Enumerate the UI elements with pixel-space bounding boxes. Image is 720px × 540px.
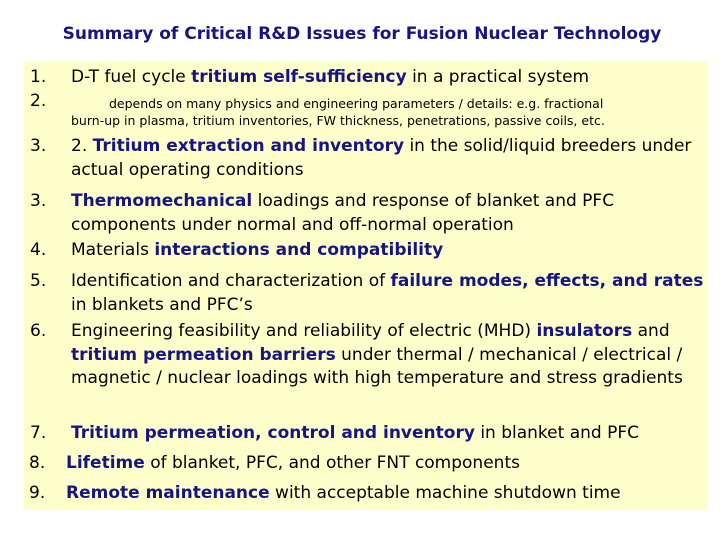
highlight: Remote maintenance — [66, 483, 270, 503]
highlight: Tritium permeation, control and inventory — [71, 423, 475, 443]
slide-title: Summary of Critical R&D Issues for Fusion Nuclear Technology — [62, 24, 662, 44]
highlight: tritium self-sufficiency — [191, 67, 407, 87]
item-text: Remote maintenance with acceptable machine shutdown time — [66, 483, 621, 503]
highlight: insulators — [536, 321, 633, 341]
item-number: 9. — [29, 483, 46, 503]
item-number: 3. — [30, 136, 47, 156]
item-number: 5. — [30, 271, 47, 291]
highlight: failure modes, effects, and rates — [390, 271, 704, 291]
item-text: Tritium permeation, control and inventory in blanket and PFC — [71, 423, 639, 443]
item-text: D-T fuel cycle tritium self-sufficiency in a practical system — [71, 67, 590, 87]
item-text: Identification and characterization of failure modes, effects, and rates in blankets and PFC’s — [71, 271, 704, 315]
item-text: Lifetime of blanket, PFC, and other FNT components — [66, 453, 520, 473]
item-text: Materials interactions and compatibility — [71, 240, 444, 260]
item-number: 2. — [30, 91, 47, 111]
item-number: 3. — [30, 191, 47, 211]
highlight: Thermomechanical — [71, 191, 253, 211]
highlight: Lifetime — [66, 453, 145, 473]
highlight: Tritium extraction and inventory — [92, 136, 405, 156]
content-panel — [24, 62, 708, 510]
item-number: 1. — [30, 67, 47, 87]
item-number: 4. — [30, 240, 47, 260]
item-text: depends on many physics and engineering parameters / details: e.g. fractional burn-up in plasma, tritium inventories, FW thickness, penetrations, passive coils, etc. — [71, 96, 605, 128]
item-text: 2. Tritium extraction and inventory in the solid/liquid breeders under actual operating conditions — [71, 136, 692, 180]
item-number: 6. — [30, 321, 47, 341]
item-text: Thermomechanical loadings and response of blanket and PFC components under normal and off-normal operation — [71, 191, 615, 235]
highlight: tritium permeation barriers — [71, 344, 336, 365]
item-number: 8. — [29, 453, 46, 473]
item-text: Engineering feasibility and reliability of electric (MHD) insulators and tritium permeation barriers under thermal / mechanical / electrical / magnetic / nuclear loadings with high temperature and stress gradients — [71, 321, 683, 388]
item-number: 7. — [30, 423, 47, 443]
highlight: interactions and compatibility — [154, 240, 444, 260]
